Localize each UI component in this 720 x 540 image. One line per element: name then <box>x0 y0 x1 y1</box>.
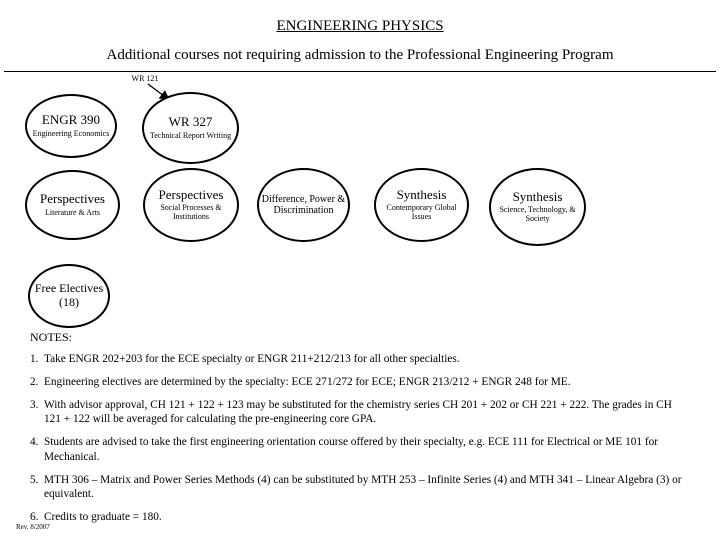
note-text: Credits to graduate = 180. <box>44 510 162 523</box>
page-subtitle: Additional courses not requiring admission to the Professional Engineering Program <box>106 47 614 63</box>
revision-date: Rev. 8/2007 <box>16 523 50 531</box>
course-name: Perspectives <box>158 187 224 203</box>
course-free-electives <box>28 264 110 328</box>
course-difference-power-discrimination <box>257 168 350 242</box>
note-number: 4. <box>30 436 39 449</box>
course-name: Synthesis <box>396 187 447 203</box>
note-text: Engineering electives are determined by the specialty: ECE 271/272 for ECE; ENGR 213/212 + ENGR 248 for ME. <box>44 376 571 389</box>
note-item <box>30 510 690 524</box>
course-name: ENGR 390 <box>41 112 101 128</box>
note-text: With advisor approval, CH 121 + 122 + 123 may be substituted for the chemistry series CH 201 + 202 or CH 221 + 222. The grades in CH 121 + 122 will be averaged for calculating the pre-engineering core GPA. <box>44 399 672 426</box>
course-name: Free Electives <box>34 281 104 296</box>
note-number: 5. <box>30 473 39 486</box>
course-name: Difference, Power & Discrimination <box>261 193 346 216</box>
page-title: ENGINEERING PHYSICS <box>276 18 444 34</box>
note-number: 1. <box>30 353 39 365</box>
course-description: Social Processes & Institutions <box>160 203 222 222</box>
note-number: 6. <box>30 510 39 523</box>
course-perspectives-literature <box>25 170 120 240</box>
course-perspectives-social <box>143 168 239 242</box>
course-credits: (18) <box>59 295 79 309</box>
note-item <box>30 398 690 426</box>
course-name: Synthesis <box>512 189 563 205</box>
note-number: 3. <box>30 399 39 412</box>
course-synthesis-global <box>374 168 469 242</box>
course-description: Science, Technology, & Society <box>499 205 576 224</box>
note-number: 2. <box>30 376 39 389</box>
course-synthesis-sts <box>489 168 586 246</box>
prerequisite-label: WR 121 <box>131 74 159 83</box>
course-description: Engineering Economics <box>32 128 110 138</box>
course-description: Contemporary Global Issues <box>386 203 457 222</box>
note-item <box>30 375 690 389</box>
note-item <box>30 473 690 501</box>
notes-heading: NOTES: <box>30 330 72 344</box>
course-engr-390 <box>25 94 117 158</box>
note-text: Take ENGR 202+203 for the ECE specialty or ENGR 211+212/213 for all other specialties. <box>44 353 460 365</box>
notes-section <box>30 330 690 524</box>
course-name: Perspectives <box>40 191 105 207</box>
note-text: MTH 306 – Matrix and Power Series Methods (4) can be substituted by MTH 253 – Infinite Series (4) and MTH 341 – Linear Algebra (3) or equivalent. <box>44 473 682 500</box>
course-description: Technical Report Writing <box>149 130 232 140</box>
course-description: Literature & Arts <box>44 207 101 217</box>
course-name: WR 327 <box>168 114 213 130</box>
note-item <box>30 435 690 463</box>
note-text: Students are advised to take the first engineering orientation course offered by their specialty, e.g. ECE 111 for Electrical or ME 101 for Mechanical. <box>44 436 659 463</box>
note-item <box>30 352 690 366</box>
course-wr-327 <box>142 92 239 164</box>
